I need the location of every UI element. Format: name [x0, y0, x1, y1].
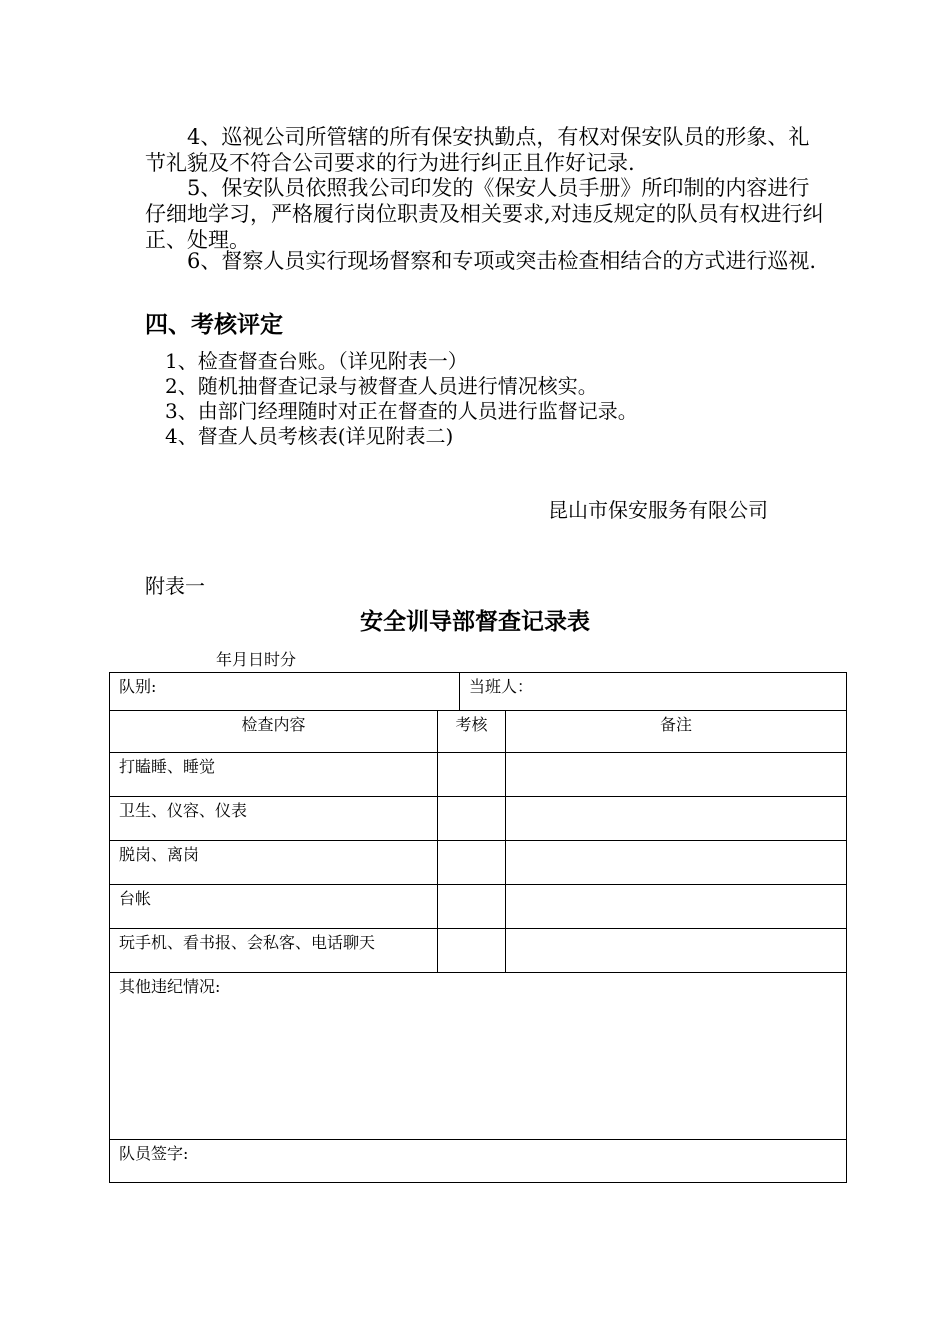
table-row	[110, 1140, 847, 1183]
header-assessment: 考核	[438, 711, 506, 753]
team-cell	[110, 673, 460, 711]
table-row	[110, 885, 847, 929]
list-item: 1、检查督查台账。（详见附表一）	[165, 349, 468, 373]
other-violations-cell[interactable]	[110, 973, 847, 1140]
table-row	[110, 753, 847, 797]
header-remarks: 备注	[506, 711, 847, 753]
table-row	[110, 797, 847, 841]
assessment-list	[145, 349, 638, 449]
assessment-cell[interactable]	[438, 885, 506, 929]
company-name: 昆山市保安服务有限公司	[548, 498, 768, 522]
assessment-cell[interactable]	[438, 929, 506, 973]
form-title: 安全训导部督查记录表	[360, 609, 590, 635]
duty-person-label: 当班人：	[469, 677, 534, 696]
table-row	[110, 973, 847, 1140]
row-content: 台帐	[110, 885, 438, 929]
table-row	[110, 841, 847, 885]
appendix-label: 附表一	[145, 574, 205, 598]
paragraph-4: 4、巡视公司所管辖的所有保安执勤点，有权对保安队员的形象、礼节礼貌及不符合公司要求的行为进行纠正且作好记录.	[145, 125, 810, 175]
date-label: 年月日时分	[216, 650, 297, 669]
list-item: 3、由部门经理随时对正在督查的人员进行监督记录。	[165, 399, 638, 423]
table-row	[110, 673, 847, 711]
list-item: 2、随机抽督查记录与被督查人员进行情况核实。	[165, 374, 598, 398]
team-label: 队别:	[119, 677, 157, 696]
row-content: 脱岗、离岗	[110, 841, 438, 885]
paragraph-5: 5、保安队员依照我公司印发的《保安人员手册》所印制的内容进行仔细地学习，严格履行岗位职责及相关要求,对违反规定的队员有权进行纠正、处理。	[145, 176, 824, 252]
other-violations-label: 其他违纪情况:	[119, 977, 221, 996]
row-content: 玩手机、看书报、会私客、电话聊天	[110, 929, 438, 973]
assessment-cell[interactable]	[438, 753, 506, 797]
signature-label: 队员签字:	[119, 1144, 189, 1163]
assessment-cell[interactable]	[438, 797, 506, 841]
header-content: 检查内容	[110, 711, 438, 753]
remarks-cell[interactable]	[506, 885, 847, 929]
paragraph-6: 6、督察人员实行现场督察和专项或突击检查相结合的方式进行巡视.	[187, 249, 817, 273]
row-content: 卫生、仪容、仪表	[110, 797, 438, 841]
remarks-cell[interactable]	[506, 797, 847, 841]
section-title: 四、考核评定	[145, 312, 283, 338]
signature-cell[interactable]	[110, 1140, 847, 1183]
row-content: 打瞌睡、睡觉	[110, 753, 438, 797]
remarks-cell[interactable]	[506, 929, 847, 973]
duty-person-cell	[460, 673, 847, 711]
table-header-row	[110, 711, 847, 753]
list-item: 4、督查人员考核表(详见附表二)	[165, 424, 454, 448]
remarks-cell[interactable]	[506, 753, 847, 797]
inspection-record-table	[109, 672, 847, 1183]
assessment-cell[interactable]	[438, 841, 506, 885]
remarks-cell[interactable]	[506, 841, 847, 885]
table-row	[110, 929, 847, 973]
